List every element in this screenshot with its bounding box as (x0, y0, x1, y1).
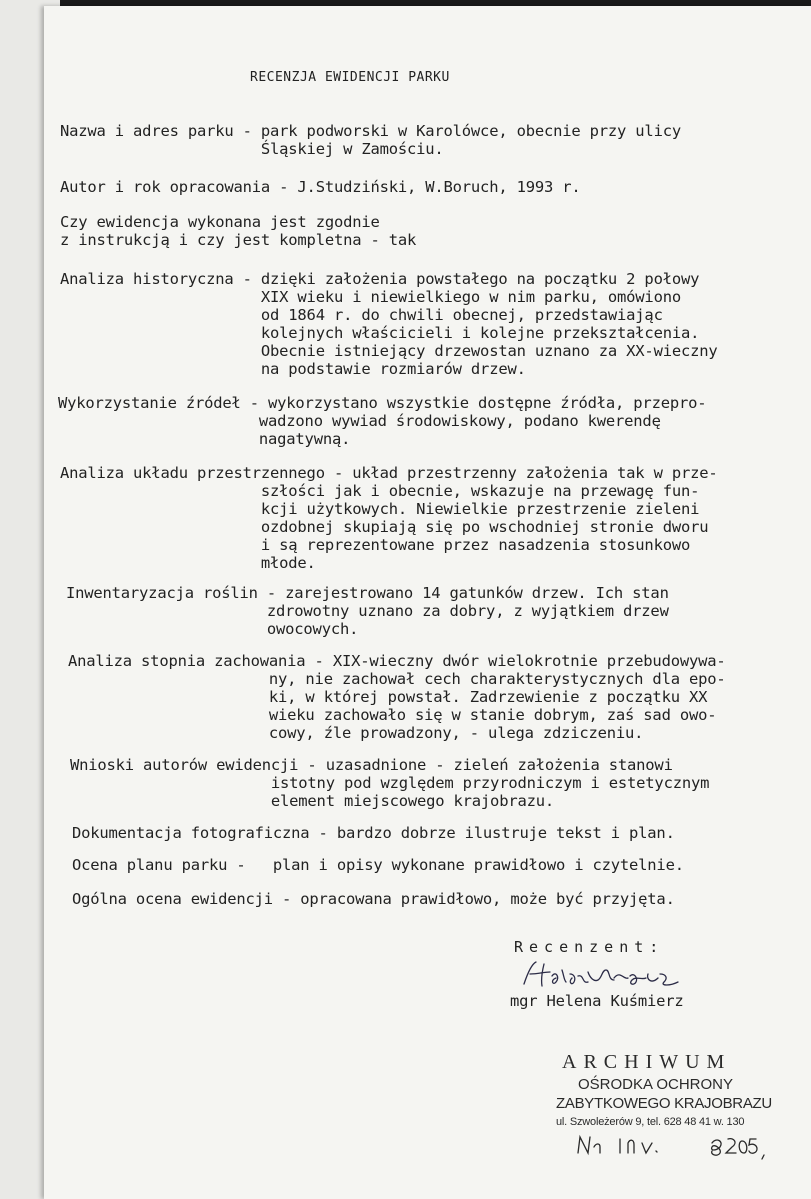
line-historical-2: XIX wieku i niewielkiego w nim parku, omówiono (60, 288, 681, 306)
line-spatial-2: szłości jak i obecnie, wskazuje na przewagę fun- (60, 482, 700, 500)
line-spatial-3: kcji użytkowych. Niewielkie przestrzenie zieleni (60, 500, 700, 518)
line-preservation: Analiza stopnia zachowania - XIX-wieczny dwór wielokrotnie przebudowywa- (68, 652, 726, 670)
line-plan-rating: Ocena planu parku - plan i opisy wykonane prawidłowo i czytelnie. (72, 856, 684, 874)
line-conclusions-3: element miejscowego krajobrazu. (70, 792, 554, 810)
line-conclusions-2: istotny pod względem przyrodniczym i estetycznym (70, 774, 710, 792)
line-spatial-4: ozdobnej skupiają się po wschodniej stronie dworu (60, 518, 709, 536)
reviewer-name: mgr Helena Kuśmierz (510, 992, 684, 1010)
line-park-name-cont: Śląskiej w Zamościu. (60, 140, 444, 158)
line-spatial: Analiza układu przestrzennego - układ przestrzenny założenia tak w prze- (60, 464, 718, 482)
line-inventory: Inwentaryzacja roślin - zarejestrowano 14 gatunków drzew. Ich stan (66, 584, 669, 602)
line-compliance-cont: z instrukcją i czy jest kompletna - tak (60, 231, 417, 249)
line-inventory-3: owocowych. (66, 620, 359, 638)
line-spatial-5: i są reprezentowane przez nasadzenia stosunkowo (60, 536, 691, 554)
line-preservation-4: wieku zachowało się w stanie dobrym, zaś sad owo- (68, 706, 717, 724)
stamp-address: ul. Szwoleżerów 9, tel. 628 48 41 w. 130 (556, 1116, 745, 1128)
line-conclusions: Wnioski autorów ewidencji - uzasadnione - zieleń założenia stanowi (70, 756, 673, 774)
line-historical-4: kolejnych właścicieli i kolejne przekształcenia. (60, 324, 700, 342)
line-sources-2: wadzono wywiad środowiskowy, podano kwerendę (58, 412, 661, 430)
line-preservation-3: ki, w której powstał. Zadrzewienie z początku XX (68, 688, 708, 706)
line-historical-5: Obecnie istniejący drzewostan uznano za XX-wieczny (60, 342, 718, 360)
line-preservation-2: ny, nie zachował cech charakterystycznych dla epo- (68, 670, 726, 688)
line-sources: Wykorzystanie źródeł - wykorzystano wszystkie dostępne źródła, przepro- (58, 394, 707, 412)
document-title: RECENZJA EWIDENCJI PARKU (250, 70, 450, 85)
line-overall-rating: Ogólna ocena ewidencji - opracowana prawidłowo, może być przyjęta. (72, 890, 675, 908)
line-author: Autor i rok opracowania - J.Studziński, W.Boruch, 1993 r. (60, 178, 581, 196)
stamp-office-name: OŚRODKA OCHRONY (578, 1076, 734, 1093)
stamp-office-name-2: ZABYTKOWEGO KRAJOBRAZU (556, 1095, 772, 1112)
line-historical-3: od 1864 r. do chwili obecnej, przedstawiając (60, 306, 663, 324)
document-page (44, 6, 811, 1199)
line-preservation-5: cowy, źle prowadzony, - ulega zdziczeniu. (68, 724, 644, 742)
handwritten-signature (514, 958, 724, 990)
line-inventory-2: zdrowotny uznano za dobry, z wyjątkiem drzew (66, 602, 669, 620)
line-historical: Analiza historyczna - dzięki założenia powstałego na początku 2 połowy (60, 270, 700, 288)
line-park-name: Nazwa i adres parku - park podworski w Karolówce, obecnie przy ulicy (60, 122, 681, 140)
reviewer-label: Recenzent: (514, 938, 665, 956)
line-sources-3: nagatywną. (58, 430, 351, 448)
line-photo-doc: Dokumentacja fotograficzna - bardzo dobrze ilustruje tekst i plan. (72, 824, 675, 842)
line-spatial-6: młode. (60, 554, 316, 572)
stamp-archive-title: ARCHIWUM (562, 1051, 732, 1073)
line-historical-6: na podstawie rozmiarów drzew. (60, 360, 526, 378)
handwritten-inventory-number (572, 1129, 811, 1163)
line-compliance: Czy ewidencja wykonana jest zgodnie (60, 213, 380, 231)
